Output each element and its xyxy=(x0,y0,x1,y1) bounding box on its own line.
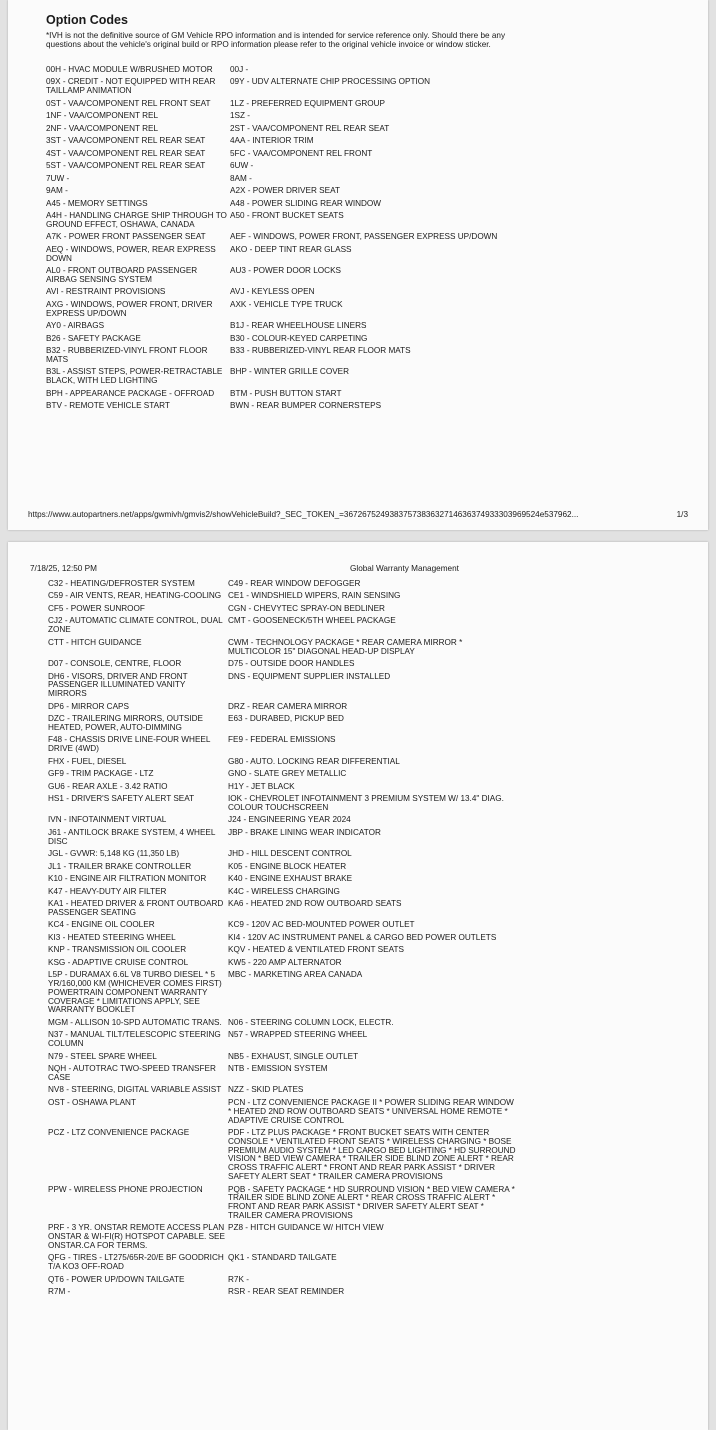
option-code-cell: B30 - COLOUR-KEYED CARPETING xyxy=(230,333,368,343)
option-code-cell: AKO - DEEP TINT REAR GLASS xyxy=(230,244,352,254)
table-row xyxy=(46,187,516,199)
option-code-cell: CJ2 - AUTOMATIC CLIMATE CONTROL, DUAL ZONE xyxy=(48,616,223,635)
option-code-cell: PZ8 - HITCH GUIDANCE W/ HITCH VIEW xyxy=(228,1223,384,1233)
print-datetime: 7/18/25, 12:50 PM xyxy=(30,564,97,573)
option-code-cell: FE9 - FEDERAL EMISSIONS xyxy=(228,735,336,745)
option-code-cell: KC9 - 120V AC BED-MOUNTED POWER OUTLET xyxy=(228,920,415,930)
option-code-cell: HS1 - DRIVER'S SAFETY ALERT SEAT xyxy=(48,794,195,804)
option-code-cell: A50 - FRONT BUCKET SEATS xyxy=(230,211,344,221)
table-row xyxy=(48,617,518,638)
option-code-cell: BTM - PUSH BUTTON START xyxy=(230,388,342,398)
option-code-cell: N79 - STEEL SPARE WHEEL xyxy=(48,1051,157,1061)
option-code-cell: CE1 - WINDSHIELD WIPERS, RAIN SENSING xyxy=(228,591,401,601)
option-code-cell: NB5 - EXHAUST, SINGLE OUTLET xyxy=(228,1051,359,1061)
option-code-cell: A4H - HANDLING CHARGE SHIP THROUGH TO GROUND EFFECT, OSHAWA, CANADA xyxy=(46,211,227,229)
table-row xyxy=(46,301,516,322)
option-code-cell: B33 - RUBBERIZED-VINYL REAR FLOOR MATS xyxy=(230,346,411,356)
option-code-cell: 00J - xyxy=(230,65,249,74)
option-code-cell: IOK - CHEVROLET INFOTAINMENT 3 PREMIUM SYSTEM W/ 13.4" DIAG. COLOUR TOUCHSCREEN xyxy=(228,794,504,812)
option-code-cell: NQH - AUTOTRAC TWO-SPEED TRANSFER CASE xyxy=(48,1064,216,1082)
option-code-cell: QFG - TIRES - LT275/65R-20/E BF GOODRICH T/A KO3 OFF-ROAD xyxy=(48,1253,224,1272)
option-code-cell: J24 - ENGINEERING YEAR 2024 xyxy=(228,815,351,825)
option-code-cell: AEQ - WINDOWS, POWER, REAR EXPRESS DOWN xyxy=(46,244,216,263)
option-code-cell: F48 - CHASSIS DRIVE LINE-FOUR WHEEL DRIVE (4WD) xyxy=(48,735,211,754)
disclaimer-text: *IVH is not the definitive source of GM Vehicle RPO information and is intended for service reference only. Should there be any questions about the vehicle's original build or RPO information please refer to the original vehicle invoice or window sticker. xyxy=(46,31,506,49)
option-code-cell: AVI - RESTRAINT PROVISIONS xyxy=(46,287,166,297)
option-code-cell: R7M - xyxy=(48,1287,71,1297)
option-code-cell: QK1 - STANDARD TAILGATE xyxy=(228,1253,337,1263)
option-code-cell: B26 - SAFETY PACKAGE xyxy=(46,333,141,343)
table-row xyxy=(46,347,516,368)
option-code-cell: 2NF - VAA/COMPONENT REL xyxy=(46,123,159,133)
option-code-cell: K40 - ENGINE EXHAUST BRAKE xyxy=(228,874,353,884)
option-code-cell: PRF - 3 YR. ONSTAR REMOTE ACCESS PLAN ONSTAR & WI-FI(R) HOTSPOT CAPABLE. SEE ONSTAR.CA FOR TERMS. xyxy=(48,1223,225,1250)
option-code-cell: 09X - CREDIT - NOT EQUIPPED WITH REAR TAILLAMP ANIMATION xyxy=(46,77,216,96)
table-row xyxy=(46,112,516,124)
option-code-cell: GU6 - REAR AXLE - 3.42 RATIO xyxy=(48,781,168,791)
table-row xyxy=(48,1224,518,1254)
option-code-cell: KSG - ADAPTIVE CRUISE CONTROL xyxy=(48,957,189,967)
option-code-cell: 3ST - VAA/COMPONENT REL REAR SEAT xyxy=(46,136,206,146)
option-code-cell: 9AM - xyxy=(46,186,68,196)
option-code-cell: PPW - WIRELESS PHONE PROJECTION xyxy=(48,1184,203,1194)
option-code-cell: K47 - HEAVY-DUTY AIR FILTER xyxy=(48,886,167,896)
option-code-cell: GF9 - TRIM PACKAGE - LTZ xyxy=(48,769,154,779)
option-code-cell: 4ST - VAA/COMPONENT REL REAR SEAT xyxy=(46,148,206,158)
footer-url[interactable]: https://www.autopartners.net/apps/gwmivh/gmvis2/showVehicleBuild?_SEC_TOKEN_=3672675249383757383632714636374933303969524e537962... xyxy=(28,510,579,519)
option-code-cell: 8AM - xyxy=(230,173,252,183)
option-code-cell: KA6 - HEATED 2ND ROW OUTBOARD SEATS xyxy=(228,899,402,909)
table-row xyxy=(48,900,518,921)
table-row xyxy=(48,736,518,757)
option-code-cell: PCN - LTZ CONVENIENCE PACKAGE II * POWER SLIDING REAR WINDOW * HEATED 2ND ROW OUTBOARD SEATS * UNIVERSAL HOME REMOTE * ADAPTIVE CRUISE CONTROL xyxy=(228,1097,514,1125)
option-code-cell: JBP - BRAKE LINING WEAR INDICATOR xyxy=(228,827,381,837)
option-code-cell: AXG - WINDOWS, POWER FRONT, DRIVER EXPRESS UP/DOWN xyxy=(46,299,213,318)
option-code-cell: 6UW - xyxy=(230,161,254,171)
option-code-cell: JGL - GVWR: 5,148 KG (11,350 LB) xyxy=(48,849,180,859)
option-code-cell: B1J - REAR WHEELHOUSE LINERS xyxy=(230,321,367,331)
option-code-cell: AXK - VEHICLE TYPE TRUCK xyxy=(230,299,343,309)
table-row xyxy=(48,921,518,933)
table-row xyxy=(48,875,518,887)
option-code-cell: G80 - AUTO. LOCKING REAR DIFFERENTIAL xyxy=(228,756,400,766)
option-code-cell: C49 - REAR WINDOW DEFOGGER xyxy=(228,579,361,588)
option-code-cell: DRZ - REAR CAMERA MIRROR xyxy=(228,701,348,711)
option-code-cell: E63 - DURABED, PICKUP BED xyxy=(228,714,344,724)
option-code-cell: 7UW - xyxy=(46,173,70,183)
option-code-cell: NTB - EMISSION SYSTEM xyxy=(228,1064,328,1074)
option-code-cell: R7K - xyxy=(228,1274,249,1284)
table-row xyxy=(46,162,516,174)
option-code-cell: B32 - RUBBERIZED-VINYL FRONT FLOOR MATS xyxy=(46,346,208,364)
table-row xyxy=(48,1288,518,1300)
option-code-cell: L5P - DURAMAX 6.6L V8 TURBO DIESEL * 5 YR/160,000 KM (WHICHEVER COMES FIRST) POWERTRAIN COMPONENT WARRANTY COVERAGE * LIMITATIONS APPLY, SEE WARRANTY BOOKLET xyxy=(48,970,222,1015)
option-code-cell: NV8 - STEERING, DIGITAL VARIABLE ASSIST xyxy=(48,1085,222,1095)
option-code-cell: KI4 - 120V AC INSTRUMENT PANEL & CARGO BED POWER OUTLETS xyxy=(228,932,497,942)
option-codes-table xyxy=(48,580,518,1301)
option-code-cell: 5ST - VAA/COMPONENT REL REAR SEAT xyxy=(46,161,206,171)
option-code-cell: 09Y - UDV ALTERNATE CHIP PROCESSING OPTION xyxy=(230,77,431,87)
table-row xyxy=(48,673,518,703)
option-code-cell: KQV - HEATED & VENTILATED FRONT SEATS xyxy=(228,945,404,955)
page-footer xyxy=(28,510,688,519)
table-row xyxy=(48,1031,518,1052)
document-page-1 xyxy=(8,0,708,530)
table-row xyxy=(48,770,518,782)
table-row xyxy=(46,267,516,288)
table-row xyxy=(48,1129,518,1185)
option-code-cell: K4C - WIRELESS CHARGING xyxy=(228,886,340,896)
option-code-cell: KNP - TRANSMISSION OIL COOLER xyxy=(48,945,187,955)
option-code-cell: MBC - MARKETING AREA CANADA xyxy=(228,970,363,980)
option-code-cell: PDF - LTZ PLUS PACKAGE * FRONT BUCKET SEATS WITH CENTER CONSOLE * VENTILATED FRONT SEATS * WIRELESS CHARGING * BOSE PREMIUM AUDIO SYSTEM * LED CARGO BED LIGHTING * HD SURROUND VISION * BED VIEW CAMERA * TRAILER SIDE BLIND ZONE ALERT * REAR CROSS TRAFFIC ALERT * FRONT AND REAR PARK ASSIST * DRIVER SAFETY ALERT SEAT * TRAILER CAMERA PROVISIONS xyxy=(228,1128,516,1182)
option-code-cell: DZC - TRAILERING MIRRORS, OUTSIDE HEATED, POWER, AUTO-DIMMING xyxy=(48,714,203,732)
option-code-cell: A45 - MEMORY SETTINGS xyxy=(46,198,148,208)
option-code-cell: AVJ - KEYLESS OPEN xyxy=(230,287,315,297)
option-code-cell: DP6 - MIRROR CAPS xyxy=(48,701,129,711)
table-row xyxy=(48,795,518,816)
option-code-cell: C32 - HEATING/DEFROSTER SYSTEM xyxy=(48,579,195,588)
option-code-cell: 5FC - VAA/COMPONENT REL FRONT xyxy=(230,148,373,158)
option-code-cell: C59 - AIR VENTS, REAR, HEATING-COOLING xyxy=(48,591,222,601)
table-row xyxy=(48,639,518,660)
option-code-cell: JHD - HILL DESCENT CONTROL xyxy=(228,849,352,859)
option-code-cell: NZZ - SKID PLATES xyxy=(228,1085,304,1095)
option-code-cell: BHP - WINTER GRILLE COVER xyxy=(230,367,350,377)
table-row xyxy=(46,78,516,99)
option-code-cell: DH6 - VISORS, DRIVER AND FRONT PASSENGER ILLUMINATED VANITY MIRRORS xyxy=(48,671,188,699)
option-code-cell: FHX - FUEL, DIESEL xyxy=(48,756,127,766)
option-code-cell: AEF - WINDOWS, POWER FRONT, PASSENGER EXPRESS UP/DOWN xyxy=(230,232,498,242)
option-code-cell: D75 - OUTSIDE DOOR HANDLES xyxy=(228,659,355,669)
option-code-cell: AU3 - POWER DOOR LOCKS xyxy=(230,266,342,276)
option-code-cell: GNO - SLATE GREY METALLIC xyxy=(228,769,347,779)
document-page-2 xyxy=(8,542,708,1430)
option-code-cell: 00H - HVAC MODULE W/BRUSHED MOTOR xyxy=(46,65,213,74)
table-row xyxy=(46,212,516,233)
option-code-cell: CGN - CHEVYTEC SPRAY-ON BEDLINER xyxy=(228,603,385,613)
option-code-cell: PQB - SAFETY PACKAGE * HD SURROUND VISION * BED VIEW CAMERA * TRAILER SIDE BLIND ZONE ALERT * REAR CROSS TRAFFIC ALERT * FRONT AND REAR PARK ASSIST * DRIVER SAFETY ALERT SEAT * TRAILER CAMERA PROVISIONS xyxy=(228,1184,515,1220)
option-code-cell: IVN - INFOTAINMENT VIRTUAL xyxy=(48,815,167,825)
header-title: Global Warranty Management xyxy=(350,564,459,573)
table-row xyxy=(46,368,516,389)
option-code-cell: KA1 - HEATED DRIVER & FRONT OUTBOARD PASSENGER SEATING xyxy=(48,899,224,917)
page-header xyxy=(30,564,686,573)
table-row xyxy=(46,322,516,334)
option-code-cell: DNS - EQUIPMENT SUPPLIER INSTALLED xyxy=(228,671,391,681)
option-code-cell: K05 - ENGINE BLOCK HEATER xyxy=(228,861,347,871)
option-code-cell: AL0 - FRONT OUTBOARD PASSENGER AIRBAG SENSING SYSTEM xyxy=(46,266,198,284)
option-code-cell: KI3 - HEATED STEERING WHEEL xyxy=(48,932,176,942)
option-code-cell: CTT - HITCH GUIDANCE xyxy=(48,637,142,647)
option-code-cell: AY0 - AIRBAGS xyxy=(46,321,105,331)
table-row xyxy=(48,850,518,862)
option-code-cell: CF5 - POWER SUNROOF xyxy=(48,603,145,613)
option-code-cell: BTV - REMOTE VEHICLE START xyxy=(46,401,170,411)
option-code-cell: PCZ - LTZ CONVENIENCE PACKAGE xyxy=(48,1128,190,1138)
table-row xyxy=(48,660,518,672)
option-code-cell: 2ST - VAA/COMPONENT REL REAR SEAT xyxy=(230,123,390,133)
table-row xyxy=(46,402,516,414)
table-row xyxy=(48,1186,518,1225)
option-code-cell: A7K - POWER FRONT PASSENGER SEAT xyxy=(46,232,206,242)
page-number: 1/3 xyxy=(676,510,688,519)
option-code-cell: B3L - ASSIST STEPS, POWER-RETRACTABLE BLACK, WITH LED LIGHTING xyxy=(46,367,223,386)
option-code-cell: BPH - APPEARANCE PACKAGE - OFFROAD xyxy=(46,388,215,398)
option-code-cell: A48 - POWER SLIDING REAR WINDOW xyxy=(230,198,382,208)
option-code-cell: K10 - ENGINE AIR FILTRATION MONITOR xyxy=(48,874,207,884)
table-row xyxy=(48,946,518,958)
table-row xyxy=(48,715,518,736)
option-code-cell: N06 - STEERING COLUMN LOCK, ELECTR. xyxy=(228,1017,394,1027)
option-code-cell: CMT - GOOSENECK/5TH WHEEL PACKAGE xyxy=(228,616,396,626)
option-code-cell: 1SZ - xyxy=(230,111,251,121)
option-code-cell: H1Y - JET BLACK xyxy=(228,781,295,791)
option-code-cell: JL1 - TRAILER BRAKE CONTROLLER xyxy=(48,861,192,871)
option-code-cell: D07 - CONSOLE, CENTRE, FLOOR xyxy=(48,659,182,669)
option-code-cell: RSR - REAR SEAT REMINDER xyxy=(228,1287,345,1297)
option-code-cell: KW5 - 220 AMP ALTERNATOR xyxy=(228,957,342,967)
option-code-cell: 1LZ - PREFERRED EQUIPMENT GROUP xyxy=(230,98,385,108)
option-code-cell: N37 - MANUAL TILT/TELESCOPIC STEERING COLUMN xyxy=(48,1030,221,1049)
table-row xyxy=(48,829,518,850)
option-code-cell: A2X - POWER DRIVER SEAT xyxy=(230,186,340,196)
option-code-cell: 1NF - VAA/COMPONENT REL xyxy=(46,111,159,121)
option-code-cell: OST - OSHAWA PLANT xyxy=(48,1097,136,1107)
option-code-cell: 4AA - INTERIOR TRIM xyxy=(230,136,314,146)
table-row xyxy=(48,816,518,828)
option-code-cell: N57 - WRAPPED STEERING WHEEL xyxy=(228,1030,368,1040)
option-codes-table xyxy=(46,66,516,415)
table-row xyxy=(48,1065,518,1086)
page-title: Option Codes xyxy=(46,13,128,27)
option-code-cell: MGM - ALLISON 10-SPD AUTOMATIC TRANS. xyxy=(48,1017,222,1027)
table-row xyxy=(48,971,518,1019)
table-row xyxy=(48,1254,518,1275)
option-code-cell: J61 - ANTILOCK BRAKE SYSTEM, 4 WHEEL DISC xyxy=(48,827,216,846)
option-code-cell: BWN - REAR BUMPER CORNERSTEPS xyxy=(230,401,382,411)
option-code-cell: 0ST - VAA/COMPONENT REL FRONT SEAT xyxy=(46,98,211,108)
option-code-cell: CWM - TECHNOLOGY PACKAGE * REAR CAMERA MIRROR * MULTICOLOR 15" DIAGONAL HEAD-UP DISPLAY xyxy=(228,637,463,656)
option-code-cell: KC4 - ENGINE OIL COOLER xyxy=(48,920,155,930)
table-row xyxy=(46,137,516,149)
option-code-cell: QT6 - POWER UP/DOWN TAILGATE xyxy=(48,1274,185,1284)
table-row xyxy=(46,246,516,267)
table-row xyxy=(48,1099,518,1129)
